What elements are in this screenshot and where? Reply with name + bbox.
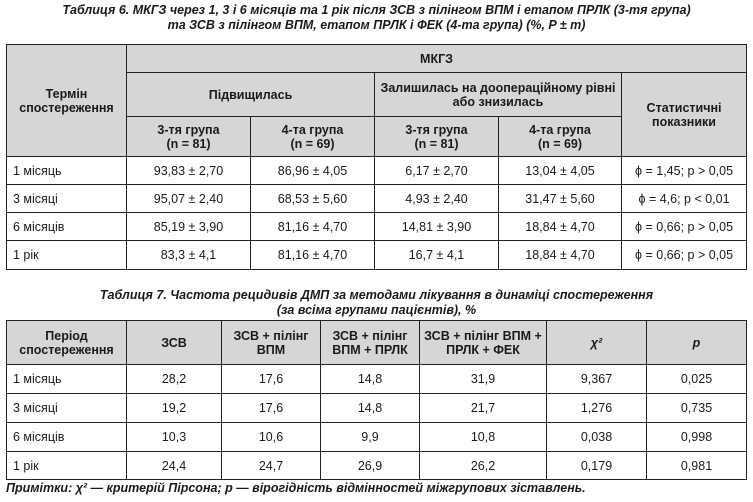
chi2-cell: 1,276: [547, 394, 647, 423]
period-cell: 3 місяці: [7, 394, 127, 423]
value-cell: 14,8: [321, 394, 420, 423]
value-cell: 9,9: [321, 423, 420, 452]
value-cell: 16,7 ± 4,1: [375, 241, 499, 270]
chi2-cell: 0,038: [547, 423, 647, 452]
value-cell: 31,9: [420, 365, 547, 394]
chi2-cell: 9,367: [547, 365, 647, 394]
table6-header-mkgz: МКГЗ: [127, 45, 747, 73]
p-cell: 0,981: [647, 452, 747, 480]
table7-header-zsv: ЗСВ: [127, 321, 222, 365]
group4-label: 4-та група: [281, 122, 344, 137]
value-cell: 93,83 ± 2,70: [127, 157, 251, 185]
table-row: [7, 365, 747, 394]
value-cell: 28,2: [127, 365, 222, 394]
stat-cell: ϕ = 0,66; p > 0,05: [622, 213, 747, 241]
table7-header-period: Період спостереження: [7, 321, 127, 365]
value-cell: 81,16 ± 4,70: [251, 213, 375, 241]
value-cell: 26,2: [420, 452, 547, 480]
table7-header-p: p: [647, 321, 747, 365]
value-cell: 10,8: [420, 423, 547, 452]
value-cell: 6,17 ± 2,70: [375, 157, 499, 185]
value-cell: 14,81 ± 3,90: [375, 213, 499, 241]
stat-cell: ϕ = 1,45; p > 0,05: [622, 157, 747, 185]
value-cell: 95,07 ± 2,40: [127, 185, 251, 213]
table7-header-chi2: χ²: [547, 321, 647, 365]
period-cell: 1 місяць: [7, 365, 127, 394]
table7: [6, 320, 747, 480]
table7-caption-line1: Таблиця 7. Частота рецидивів ДМП за методами лікування в динаміці спостереження: [99, 288, 654, 302]
p-cell: 0,998: [647, 423, 747, 452]
period-cell: 1 рік: [7, 452, 127, 480]
table7-caption-line2: (за всіма групами пацієнтів), %: [276, 303, 477, 317]
value-cell: 26,9: [321, 452, 420, 480]
value-cell: 13,04 ± 4,05: [499, 157, 622, 185]
table6-header-rem-group4: [499, 117, 622, 157]
footnote: Примітки: χ² — критерій Пірсона; p — вірогідність відмінностей міжгрупових зіставлень.: [6, 481, 586, 495]
value-cell: 31,47 ± 5,60: [499, 185, 622, 213]
stat-cell: ϕ = 4,6; p < 0,01: [622, 185, 747, 213]
value-cell: 17,6: [222, 394, 321, 423]
value-cell: 81,16 ± 4,70: [251, 241, 375, 270]
value-cell: 85,19 ± 3,90: [127, 213, 251, 241]
table7-header-zsv-piling: ЗСВ + пілінг ВПМ: [222, 321, 321, 365]
table-row: [7, 452, 747, 480]
term-cell: 3 місяці: [7, 185, 127, 213]
table-row: [7, 241, 747, 270]
value-cell: 21,7: [420, 394, 547, 423]
value-cell: 86,96 ± 4,05: [251, 157, 375, 185]
group3-n: (n = 81): [414, 136, 459, 151]
table-row: [7, 185, 747, 213]
table6: [6, 44, 747, 270]
table-row: [7, 423, 747, 452]
group3-n: (n = 81): [166, 136, 211, 151]
table6-caption-line1: Таблиця 6. МКГЗ через 1, 3 і 6 місяців та 1 рік після ЗСВ з пілінгом ВПМ і етапом ПРЛК (3-тя група): [62, 3, 691, 17]
term-cell: 1 рік: [7, 241, 127, 270]
value-cell: 18,84 ± 4,70: [499, 241, 622, 270]
group4-label: 4-та група: [529, 122, 591, 137]
term-cell: 1 місяць: [7, 157, 127, 185]
table6-header-inc-group4: [251, 117, 375, 157]
value-cell: 17,6: [222, 365, 321, 394]
table-row: [7, 213, 747, 241]
value-cell: 14,8: [321, 365, 420, 394]
value-cell: 24,7: [222, 452, 321, 480]
table6-header-rem-group3: [375, 117, 499, 157]
table6-header-inc-group3: [127, 117, 251, 157]
value-cell: 24,4: [127, 452, 222, 480]
table6-header-row1: [7, 45, 747, 73]
table-row: [7, 157, 747, 185]
table6-header-stat: Статистичні показники: [622, 73, 747, 157]
value-cell: 18,84 ± 4,70: [499, 213, 622, 241]
group4-n: (n = 69): [537, 136, 583, 151]
table-row: [7, 394, 747, 423]
group4-n: (n = 69): [290, 136, 335, 151]
term-cell: 6 місяців: [7, 213, 127, 241]
p-cell: 0,025: [647, 365, 747, 394]
value-cell: 10,3: [127, 423, 222, 452]
table6-caption-line2: та ЗСВ з пілінгом ВПМ, етапом ПРЛК і ФЕК (4-та група) (%, P ± m): [167, 18, 586, 32]
value-cell: 10,6: [222, 423, 321, 452]
table6-header-term: Термін спостереження: [7, 45, 127, 157]
stat-cell: ϕ = 0,66; p > 0,05: [622, 241, 747, 270]
period-cell: 6 місяців: [7, 423, 127, 452]
table7-header-zsv-piling-prlk: ЗСВ + пілінг ВПМ + ПРЛК: [321, 321, 420, 365]
value-cell: 83,3 ± 4,1: [127, 241, 251, 270]
table6-header-remained: Залишилась на доопераційному рівні або знизилась: [375, 73, 622, 117]
value-cell: 68,53 ± 5,60: [251, 185, 375, 213]
value-cell: 19,2: [127, 394, 222, 423]
p-cell: 0,735: [647, 394, 747, 423]
table6-header-increased: Підвищилась: [127, 73, 375, 117]
group3-label: 3-тя група: [405, 122, 468, 137]
value-cell: 4,93 ± 2,40: [375, 185, 499, 213]
table7-header-zsv-piling-prlk-fek: ЗСВ + пілінг ВПМ + ПРЛК + ФЕК: [420, 321, 547, 365]
table7-header-row: [7, 321, 747, 365]
group3-label: 3-тя група: [157, 122, 220, 137]
chi2-cell: 0,179: [547, 452, 647, 480]
